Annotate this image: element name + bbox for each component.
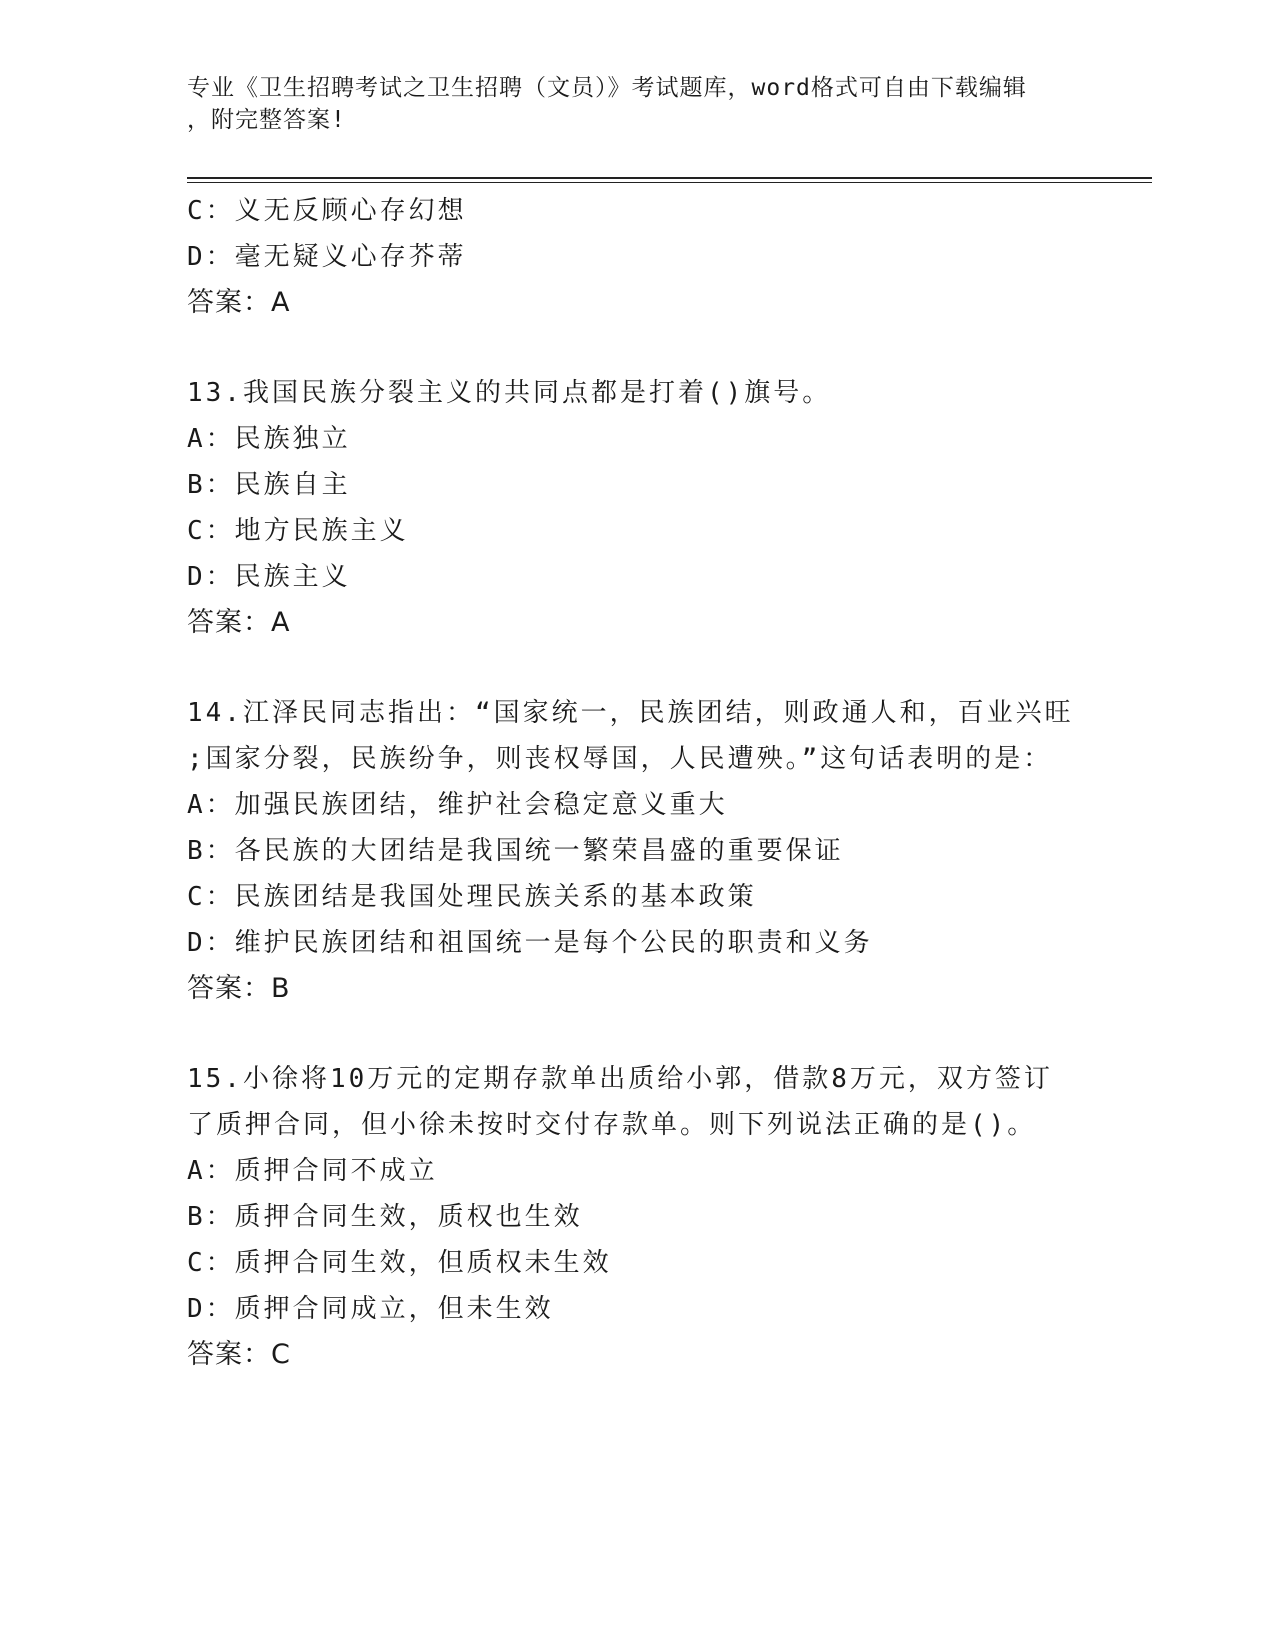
option-d: D：民族主义: [187, 562, 351, 592]
option-c: C：民族团结是我国处理民族关系的基本政策: [187, 882, 757, 912]
answer: 答案：B: [187, 973, 291, 1004]
option-d: D：质押合同成立，但未生效: [187, 1294, 554, 1324]
option-c: C：地方民族主义: [187, 516, 409, 546]
question-stem-line-1: 14.江泽民同志指出：“国家统一，民族团结，则政通人和，百业兴旺: [187, 698, 1074, 728]
option-b: B：民族自主: [187, 470, 351, 500]
answer: 答案：C: [187, 1339, 291, 1370]
question-stem-line-2: ;国家分裂，民族纷争，则丧权辱国，人民遭殃。”这句话表明的是：: [187, 744, 1053, 774]
question-14: [187, 690, 1087, 1012]
prev-question: [187, 188, 1087, 326]
question-13: [187, 370, 1087, 646]
header-rule-thick: [187, 177, 1152, 179]
option-a: A：民族独立: [187, 424, 351, 454]
header-rule-thin: [187, 182, 1152, 183]
header-line-2: ，附完整答案!: [187, 107, 346, 133]
option-c: C：质押合同生效，但质权未生效: [187, 1248, 612, 1278]
option-d: D：毫无疑义心存芥蒂: [187, 242, 467, 272]
question-15: [187, 1056, 1087, 1378]
header-line-1: 专业《卫生招聘考试之卫生招聘（文员）》考试题库，word格式可自由下载编辑: [187, 75, 1027, 101]
option-b: B：质押合同生效，质权也生效: [187, 1202, 583, 1232]
document-header: [187, 72, 1067, 136]
question-list: [187, 188, 1087, 1378]
option-d: D：维护民族团结和祖国统一是每个公民的职责和义务: [187, 928, 873, 958]
option-a: A：质押合同不成立: [187, 1156, 438, 1186]
option-b: B：各民族的大团结是我国统一繁荣昌盛的重要保证: [187, 836, 844, 866]
question-stem-line-1: 15.小徐将10万元的定期存款单出质给小郭，借款8万元，双方签订: [187, 1064, 1053, 1094]
option-a: A：加强民族团结，维护社会稳定意义重大: [187, 790, 728, 820]
question-stem-line-2: 了质押合同，但小徐未按时交付存款单。则下列说法正确的是()。: [187, 1110, 1037, 1140]
answer: 答案：A: [187, 287, 291, 318]
question-stem: 13.我国民族分裂主义的共同点都是打着()旗号。: [187, 378, 832, 408]
answer: 答案：A: [187, 607, 291, 638]
option-c: C：义无反顾心存幻想: [187, 196, 467, 226]
